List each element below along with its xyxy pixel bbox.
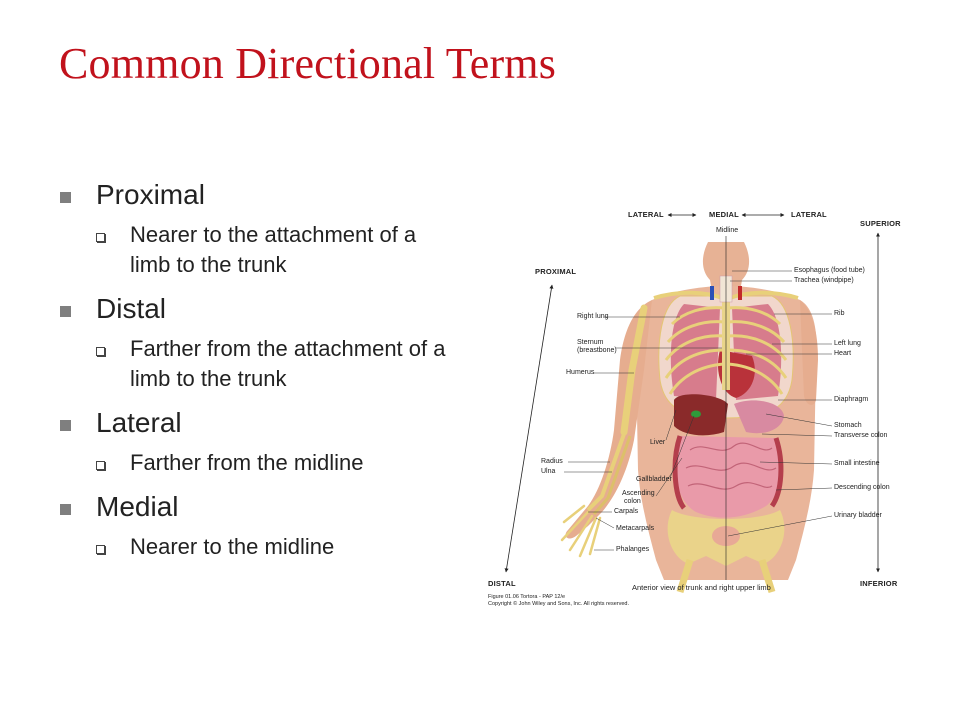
- torso-drawing: [562, 236, 818, 592]
- label-superior: SUPERIOR: [860, 219, 901, 228]
- bullet-term-proximal: Proximal: [60, 178, 450, 212]
- anatomy-illustration: [484, 200, 914, 620]
- label-distal: DISTAL: [488, 579, 516, 588]
- label-heart: Heart: [834, 350, 852, 357]
- label-right-lung: Right lung: [577, 313, 609, 320]
- label-ascending: Ascending: [622, 490, 655, 497]
- label-lateral-right: LATERAL: [791, 210, 827, 219]
- anatomy-figure: [484, 200, 914, 620]
- label-medial: MEDIAL: [709, 210, 739, 219]
- label-ulna: Ulna: [541, 468, 556, 475]
- bullet-list: [60, 172, 450, 574]
- label-sternum-sub: (breastbone): [577, 347, 617, 354]
- label-urinary-bladder: Urinary bladder: [834, 512, 882, 519]
- label-transverse-colon: Transverse colon: [834, 432, 888, 439]
- label-small-intestine: Small intestine: [834, 460, 880, 467]
- label-metacarpals: Metacarpals: [616, 525, 655, 532]
- label-stomach: Stomach: [834, 422, 862, 429]
- bullet-term-medial: Medial: [60, 490, 450, 524]
- label-humerus: Humerus: [566, 369, 595, 376]
- proximal-distal-arrow: [506, 285, 552, 572]
- label-ascending-sub: colon: [624, 498, 641, 505]
- label-left-lung: Left lung: [834, 340, 861, 347]
- bullet-definition-proximal: Nearer to the attachment of a limb to the trunk: [96, 220, 450, 280]
- label-liver: Liver: [650, 439, 666, 446]
- bullet-term-distal: Distal: [60, 292, 450, 326]
- label-rib: Rib: [834, 310, 845, 317]
- label-esophagus: Esophagus (food tube): [794, 267, 865, 274]
- bullet-definition-medial: Nearer to the midline: [96, 532, 450, 562]
- label-lateral-left: LATERAL: [628, 210, 664, 219]
- figure-credit-line2: Copyright © John Wiley and Sons, Inc. All rights reserved.: [488, 601, 630, 607]
- slide-title: Common Directional Terms: [59, 39, 557, 88]
- label-trachea: Trachea (windpipe): [794, 277, 854, 284]
- bullet-definition-lateral: Farther from the midline: [96, 448, 450, 478]
- label-gallbladder: Gallbladder: [636, 476, 672, 483]
- label-radius: Radius: [541, 458, 563, 465]
- figure-caption: Anterior view of trunk and right upper limb: [632, 583, 771, 592]
- label-inferior: INFERIOR: [860, 579, 898, 588]
- label-midline: Midline: [716, 227, 739, 234]
- label-phalanges: Phalanges: [616, 546, 650, 553]
- figure-credit-line1: Figure 01.06 Tortora - PAP 12/e: [488, 594, 566, 600]
- bullet-definition-distal: Farther from the attachment of a limb to the trunk: [96, 334, 450, 394]
- bullet-term-lateral: Lateral: [60, 406, 450, 440]
- label-diaphragm: Diaphragm: [834, 396, 869, 403]
- label-carpals: Carpals: [614, 508, 639, 515]
- label-sternum: Sternum: [577, 339, 604, 346]
- label-proximal: PROXIMAL: [535, 267, 577, 276]
- label-descending-colon: Descending colon: [834, 484, 890, 491]
